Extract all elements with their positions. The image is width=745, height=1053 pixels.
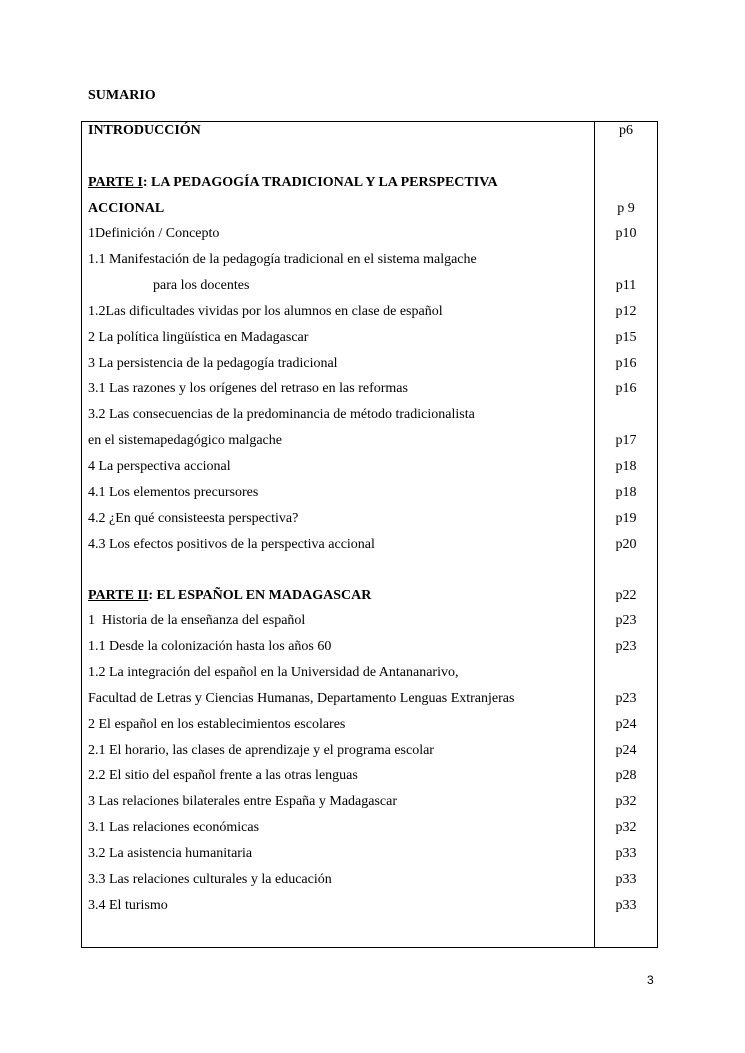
- toc-entry: [82, 327, 657, 349]
- toc-entry: [82, 249, 657, 271]
- toc-entry-page: p19: [615, 511, 637, 526]
- toc-entry-title: para los docentes: [153, 278, 250, 293]
- toc-entry-title: 1.1 Manifestación de la pedagogía tradicional en el sistema malgache: [88, 252, 477, 267]
- toc-entry-introduccion: [82, 120, 657, 142]
- toc-entry: [82, 895, 657, 917]
- toc-entry: [82, 275, 657, 297]
- toc-entry-title: 3.2 Las consecuencias de la predominancia de método tradicionalista: [88, 407, 475, 422]
- toc-entry-page: p11: [615, 278, 637, 293]
- toc-entry-page: p23: [615, 691, 637, 706]
- toc-entry-title: 1Definición / Concepto: [88, 226, 220, 241]
- toc-entry-title: en el sistemapedagógico malgache: [88, 433, 282, 448]
- part-label: PARTE I: [88, 175, 143, 190]
- toc-entry-page: p24: [615, 717, 637, 732]
- toc-entry-title: 2 El español en los establecimientos escolares: [88, 717, 346, 732]
- toc-entry-title: 3.2 La asistencia humanitaria: [88, 846, 253, 861]
- toc-entry: [82, 869, 657, 891]
- toc-entry-page: p23: [615, 639, 637, 654]
- toc-entry-title: Facultad de Letras y Ciencias Humanas, Departamento Lenguas Extranjeras: [88, 691, 515, 706]
- toc-entry-title: 1.2 La integración del español en la Universidad de Antananarivo,: [88, 665, 459, 680]
- toc-entry: [82, 404, 657, 426]
- toc-entry-title: 1.2Las dificultades vividas por los alumnos en clase de español: [88, 304, 443, 319]
- toc-entry-page: p12: [615, 304, 637, 319]
- toc-entry-page: p33: [615, 872, 637, 887]
- toc-entry-title: [88, 172, 498, 194]
- toc-entry: [82, 662, 657, 684]
- toc-entry-title: 3.4 El turismo: [88, 898, 168, 913]
- toc-entry: [82, 482, 657, 504]
- toc-entry-title: 4.1 Los elementos precursores: [88, 485, 259, 500]
- toc-entry-page: p17: [615, 433, 637, 448]
- toc-entry-title: [88, 585, 371, 607]
- toc-entry-page: p16: [615, 356, 637, 371]
- toc-entry-title: INTRODUCCIÓN: [88, 123, 201, 138]
- toc-entry-title: 3 La persistencia de la pedagogía tradicional: [88, 356, 338, 371]
- page-number: 3: [647, 973, 654, 987]
- toc-entry: [82, 765, 657, 787]
- table-of-contents: [81, 121, 658, 948]
- toc-entry-page: p10: [615, 226, 637, 241]
- toc-entry: [82, 223, 657, 245]
- toc-entry: [82, 791, 657, 813]
- toc-entry-page: p18: [615, 459, 637, 474]
- toc-entry-page: p32: [615, 820, 637, 835]
- toc-entry: [82, 378, 657, 400]
- toc-entry: [82, 636, 657, 658]
- part-title: : LA PEDAGOGÍA TRADICIONAL Y LA PERSPECTIVA: [142, 175, 498, 190]
- toc-entry-page: p33: [615, 898, 637, 913]
- toc-entry: [82, 430, 657, 452]
- toc-entry-page: p 9: [617, 201, 635, 216]
- toc-entry-page: p6: [619, 123, 633, 138]
- toc-entry: [82, 508, 657, 530]
- toc-entry-page: p24: [615, 743, 637, 758]
- toc-entry-title: 4 La perspectiva accional: [88, 459, 231, 474]
- toc-entry-page: p22: [615, 588, 637, 603]
- toc-entry-page: p23: [615, 613, 637, 628]
- toc-entry-title: 1.1 Desde la colonización hasta los años 60: [88, 639, 332, 654]
- toc-entry-page: p16: [615, 381, 637, 396]
- toc-entry-title: 4.2 ¿En qué consisteesta perspectiva?: [88, 511, 299, 526]
- toc-entry: [82, 843, 657, 865]
- toc-entry-title: 1 Historia de la enseñanza del español: [88, 613, 306, 628]
- toc-entry: [82, 456, 657, 478]
- toc-entry-title: 3 Las relaciones bilaterales entre España y Madagascar: [88, 794, 398, 809]
- toc-entry-page: p15: [615, 330, 637, 345]
- toc-entry-page: p18: [615, 485, 637, 500]
- toc-entry-accional: [82, 198, 657, 220]
- part-title: : EL ESPAÑOL EN MADAGASCAR: [148, 588, 372, 603]
- toc-entry-page: p20: [615, 537, 637, 552]
- toc-entry-title: 2.1 El horario, las clases de aprendizaje y el programa escolar: [88, 743, 434, 758]
- toc-entry-title: 3.3 Las relaciones culturales y la educación: [88, 872, 332, 887]
- toc-entry-page: p32: [615, 794, 637, 809]
- toc-entry-title: 2 La política lingüística en Madagascar: [88, 330, 309, 345]
- toc-entry-page: p28: [615, 768, 637, 783]
- toc-entry: [82, 301, 657, 323]
- part-label: PARTE II: [88, 588, 149, 603]
- toc-entry: [82, 740, 657, 762]
- toc-entry-parte-1: [82, 172, 657, 194]
- toc-entry: [82, 353, 657, 375]
- toc-entry-title: 3.1 Las razones y los orígenes del retraso en las reformas: [88, 381, 408, 396]
- toc-entry: [82, 534, 657, 556]
- toc-entry-title: 3.1 Las relaciones económicas: [88, 820, 260, 835]
- toc-entry-title: 4.3 Los efectos positivos de la perspectiva accional: [88, 537, 375, 552]
- page-title: SUMARIO: [88, 88, 156, 103]
- toc-entry: [82, 714, 657, 736]
- toc-entry: [82, 688, 657, 710]
- toc-entry-title: ACCIONAL: [88, 201, 165, 216]
- toc-entry-title: 2.2 El sitio del español frente a las otras lenguas: [88, 768, 358, 783]
- toc-entry-page: p33: [615, 846, 637, 861]
- toc-entry-parte-2: [82, 585, 657, 607]
- toc-entry: [82, 817, 657, 839]
- toc-entry: [82, 610, 657, 632]
